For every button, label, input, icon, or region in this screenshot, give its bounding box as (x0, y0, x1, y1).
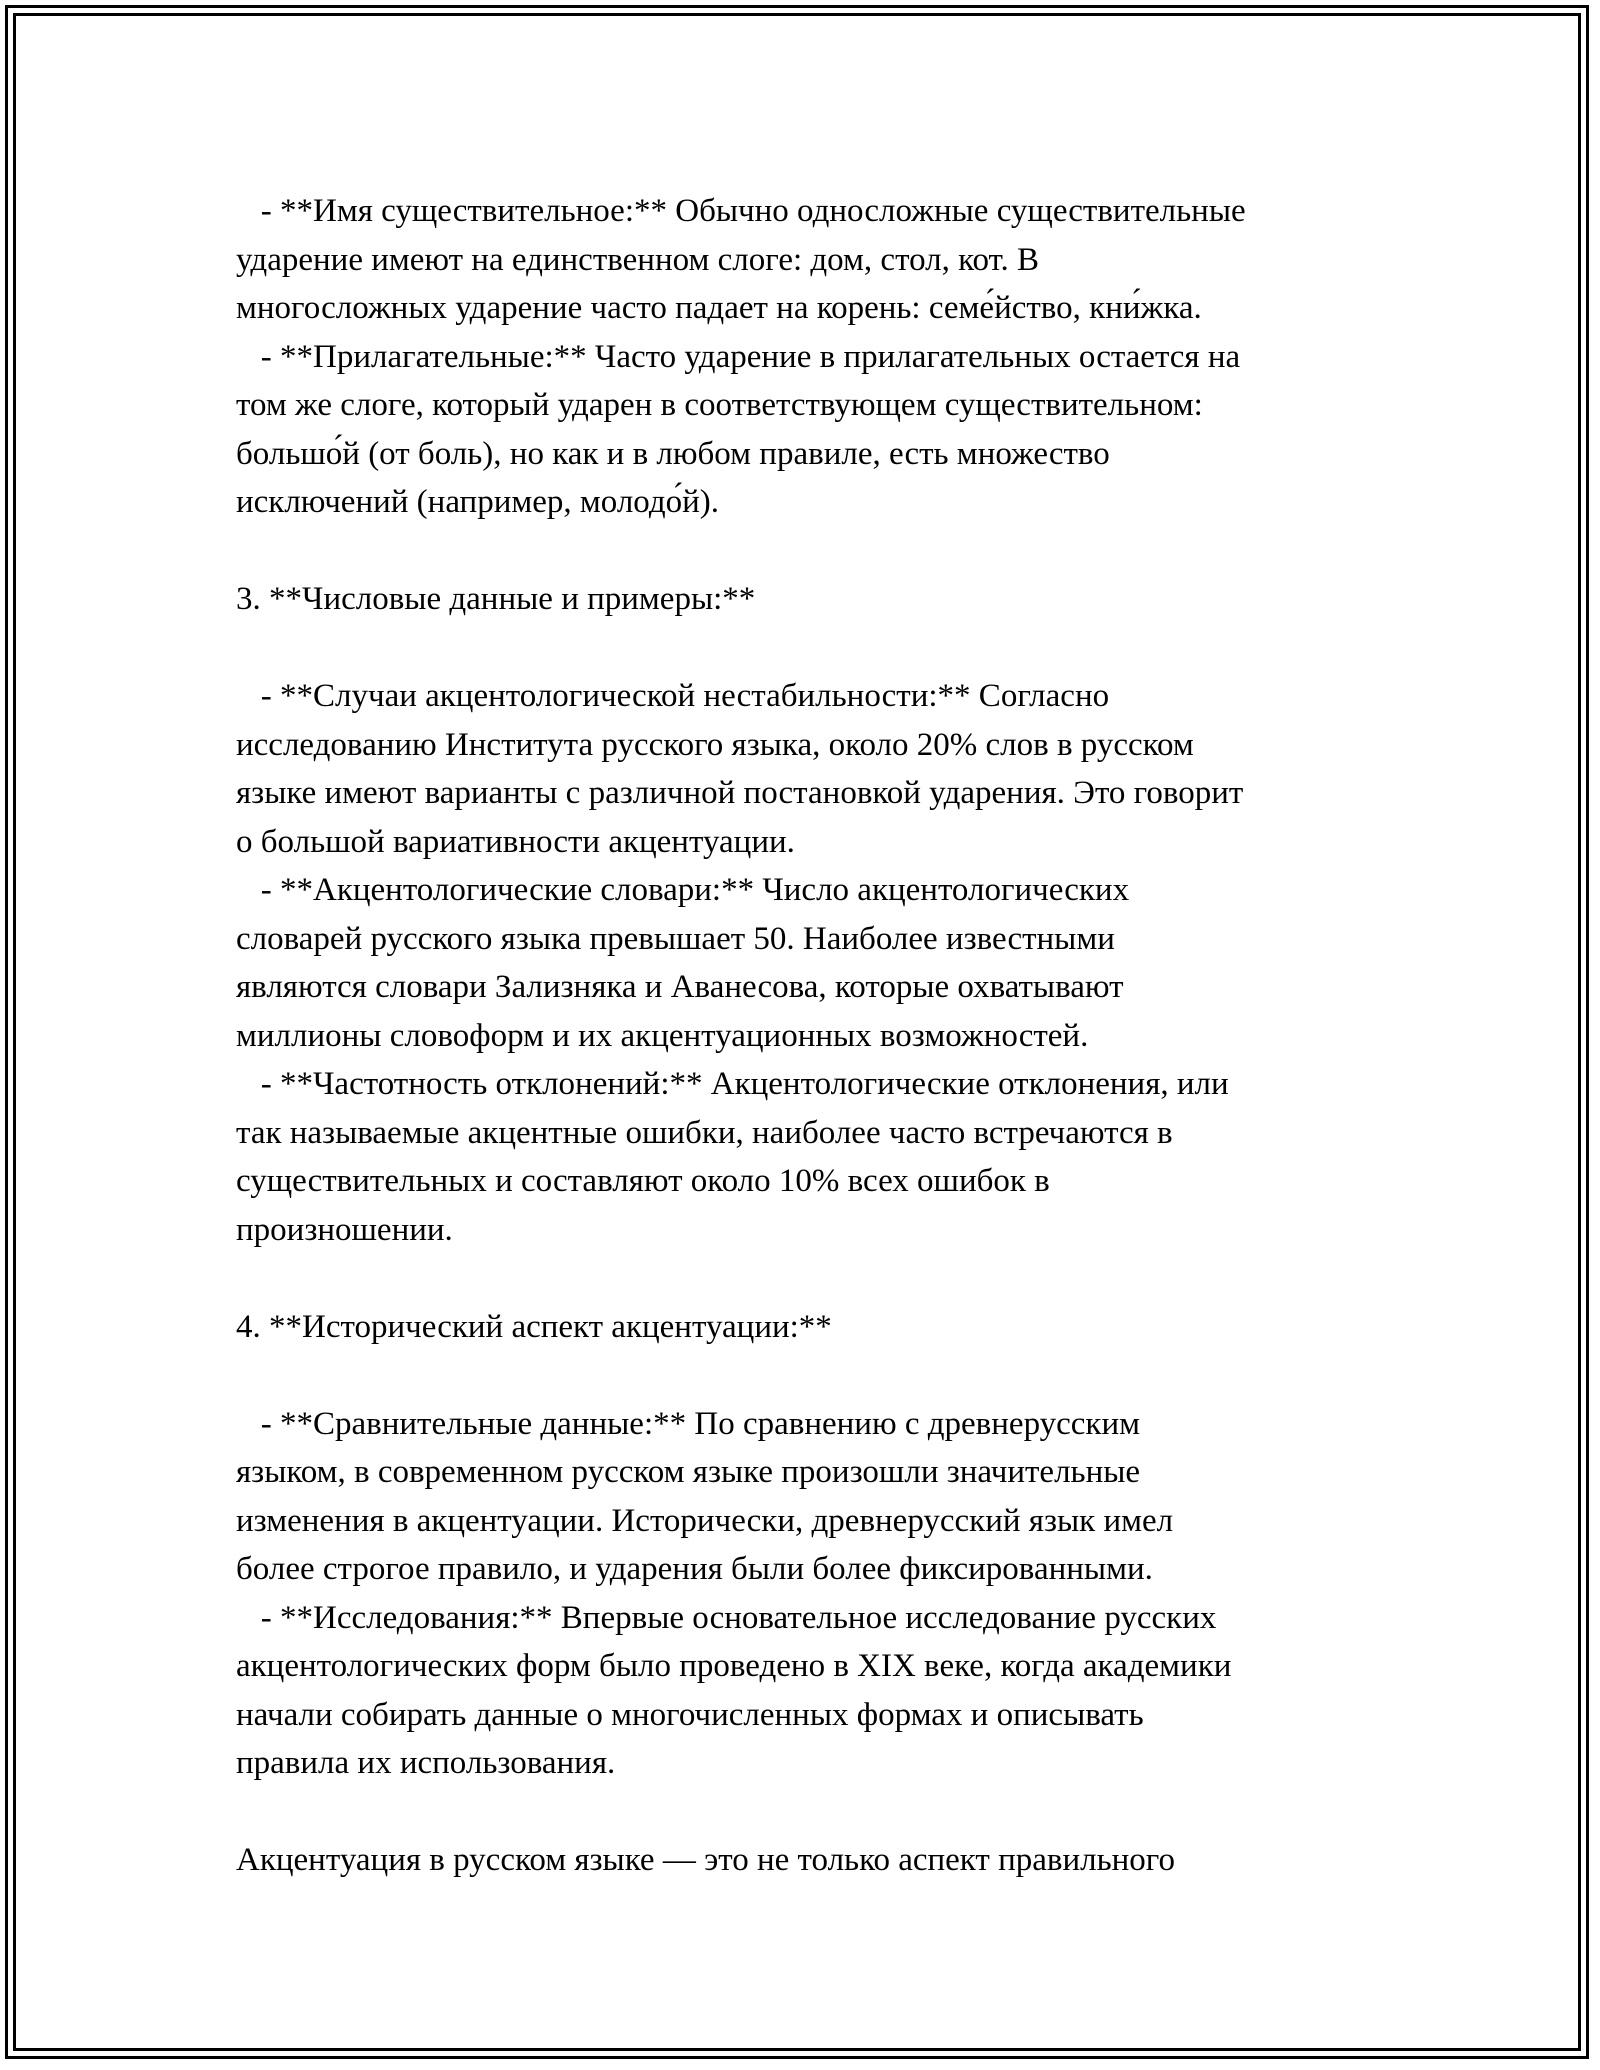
text-line: о большой вариативности акцентуации. (236, 823, 795, 860)
text-line: - **Частотность отклонений:** Акцентологические отклонения, или (236, 1066, 1229, 1102)
blank-line (236, 527, 1386, 576)
text-line: том же слоге, который ударен в соответствующем существительном: (236, 387, 1203, 423)
text-line: более строгое правило, и ударения были более фиксированными. (236, 1551, 1153, 1587)
text-line: - **Случаи акцентологической нестабильности:** Согласно (236, 678, 1110, 714)
text-line: миллионы словоформ и их акцентуационных возможностей. (236, 1017, 1089, 1054)
text-line: акцентологических форм было проведено в XIX веке, когда академики (236, 1648, 1232, 1684)
text-line: языком, в современном русском языке произошли значительные (236, 1454, 1141, 1490)
section-heading: 4. **Исторический аспект акцентуации:** (236, 1308, 832, 1345)
text-line: Акцентуация в русском языке — это не только аспект правильного (236, 1842, 1176, 1878)
document-body (236, 187, 1386, 1885)
text-line: - **Исследования:** Впервые основательное исследование русских (236, 1599, 1217, 1636)
text-line: существительных и составляют около 10% всех ошибок в (236, 1163, 1050, 1199)
text-line: исключений (например, молодо́й). (236, 484, 720, 520)
text-line: ударение имеют на единственном слоге: дом, стол, кот. В (236, 241, 1039, 278)
text-line: правила их использования. (236, 1745, 616, 1781)
blank-line (236, 1351, 1386, 1400)
blank-line (236, 1788, 1386, 1837)
blank-line (236, 624, 1386, 673)
text-line: языке имеют варианты с различной постановкой ударения. Это говорит (236, 775, 1244, 811)
text-line: начали собирать данные о многочисленных формах и описывать (236, 1696, 1144, 1733)
text-line: большо́й (от боль), но как и в любом правиле, есть множество (236, 435, 1110, 472)
text-line: - **Акцентологические словари:** Число акцентологических (236, 872, 1130, 908)
text-line: так называемые акцентные ошибки, наиболее часто встречаются в (236, 1114, 1173, 1151)
text-line: - **Имя существительное:** Обычно односложные существительные (236, 193, 1246, 229)
text-line: изменения в акцентуации. Исторически, древнерусский язык имел (236, 1502, 1174, 1539)
text-line: - **Прилагательные:** Часто ударение в прилагательных остается на (236, 338, 1241, 375)
text-line: являются словари Зализняка и Аванесова, которые охватывают (236, 969, 1124, 1005)
text-line: словарей русского языка превышает 50. Наиболее известными (236, 920, 1115, 957)
text-line: - **Сравнительные данные:** По сравнению с древнерусским (236, 1405, 1141, 1442)
section-heading: 3. **Числовые данные и примеры:** (236, 581, 756, 617)
text-line: произношении. (236, 1211, 453, 1248)
blank-line (236, 1254, 1386, 1303)
text-line: многосложных ударение часто падает на корень: семе́йство, кни́жка. (236, 290, 1202, 326)
text-line: исследованию Института русского языка, около 20% слов в русском (236, 726, 1194, 763)
